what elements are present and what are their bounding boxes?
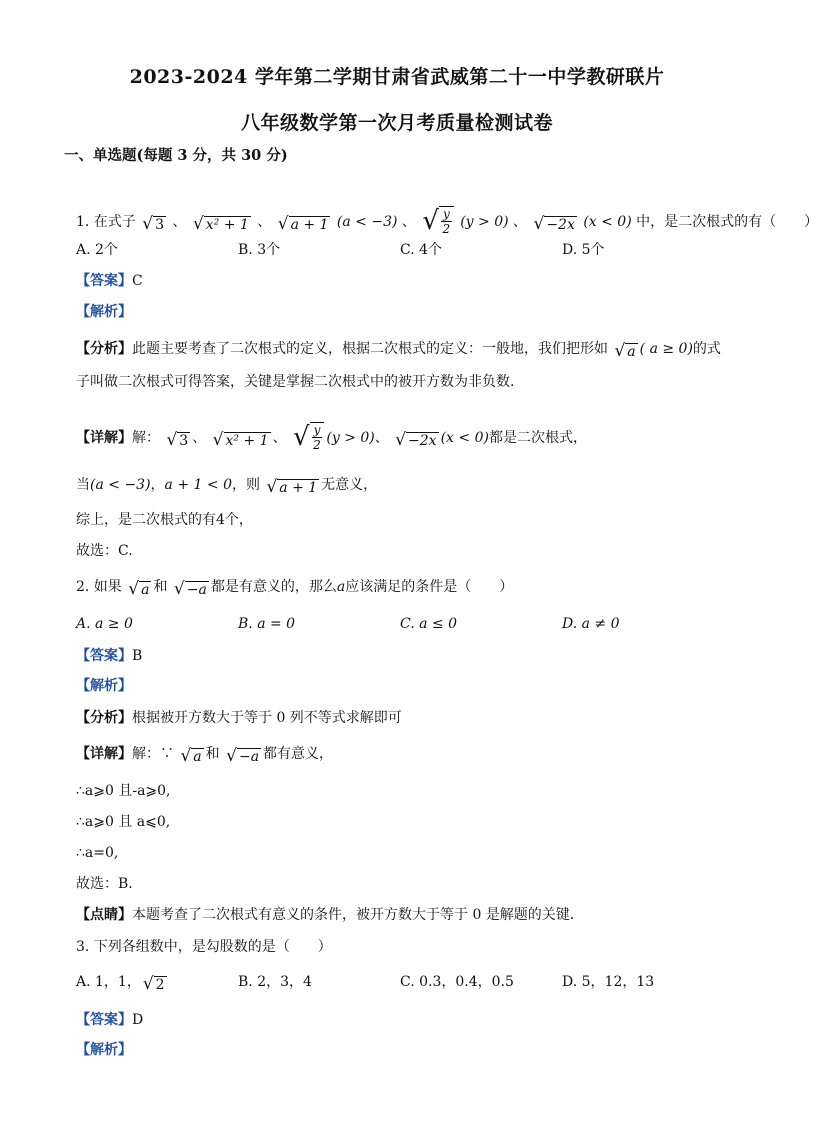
- radical-neg2x: √ −2x: [533, 214, 575, 234]
- radical-neg2x: √ −2x: [395, 430, 437, 450]
- q1-answer: 【答案】C: [76, 273, 143, 289]
- q1-option-d: D. 5个: [562, 242, 605, 258]
- q1-prefix: 1. 在式子: [76, 214, 136, 230]
- q2-analysis-label: 【解析】: [76, 678, 132, 694]
- question-2-stem: 2. 如果 √ a 和 √ −a 都是有意义的，那么a应该满足的条件是（ ）: [76, 579, 514, 599]
- q1-detail: 【详解】解： √ 3 、 √ x² + 1 、 √ $\frac{y}{2}$ (y > 0)、 √ −2x (x < 0)都是二次根式，: [76, 422, 587, 452]
- q1-suffix: 中，是二次根式的有（ ）: [636, 214, 818, 230]
- q3-answer: 【答案】D: [76, 1012, 144, 1028]
- q2-answer: 【答案】B: [76, 648, 143, 664]
- q3-option-d: D. 5，12，13: [562, 974, 655, 990]
- radical-a: √ a: [128, 579, 150, 599]
- radical-a1: √ a + 1: [277, 214, 329, 234]
- exam-title-line2: 八年级数学第一次月考质量检测试卷: [240, 112, 553, 134]
- section-heading: 一、单选题(每题 3 分，共 30 分): [64, 147, 288, 164]
- radical-sqrt3: √ 3: [166, 430, 189, 450]
- q1-when-line: 当(a < −3)，a + 1 < 0，则 √ a + 1 无意义，: [76, 477, 378, 497]
- q1-sep: 、: [401, 214, 416, 230]
- q1-cond-x: (x < 0): [583, 214, 632, 230]
- q2-fenxi: 【分析】根据被开方数大于等于 0 列不等式求解即可: [76, 710, 402, 726]
- q1-cond-y: (y > 0): [460, 214, 509, 230]
- q3-option-a: A. 1，1， √ 2: [76, 974, 165, 994]
- radical-neg-a: √ −a: [226, 746, 260, 766]
- q2-option-b: B. a = 0: [238, 616, 296, 632]
- radical-x2: √ x² + 1: [192, 214, 249, 234]
- radical-a: √ a: [180, 746, 202, 766]
- q1-sep: 、: [513, 214, 528, 230]
- q1-option-b: B. 3个: [238, 242, 281, 258]
- q2-option-a: A. a ≥ 0: [76, 616, 133, 632]
- q2-step3: ∴a=0,: [76, 845, 119, 861]
- q2-option-d: D. a ≠ 0: [562, 616, 620, 632]
- radical-frac-y2: √ $\frac{y}{2}$: [422, 206, 453, 236]
- q1-option-c: C. 4个: [400, 242, 443, 258]
- radical-a: √ a: [614, 341, 636, 361]
- radical-sqrt2: √ 2: [142, 974, 165, 994]
- q1-option-a: A. 2个: [76, 242, 118, 258]
- radical-a1: √ a + 1: [266, 477, 318, 497]
- radical-sqrt3: √ 3: [142, 214, 165, 234]
- radical-x2: √ x² + 1: [212, 430, 269, 450]
- q1-cond-a1: (a < −3): [336, 214, 398, 230]
- q1-fenxi: 【分析】此题主要考查了二次根式的定义，根据二次根式的定义：一般地，我们把形如 √ a ( a ≥ 0)的式: [76, 341, 721, 361]
- q2-option-c: C. a ≤ 0: [400, 616, 457, 632]
- q2-step1: ∴a⩾0 且-a⩾0,: [76, 783, 171, 799]
- q3-option-c: C. 0.3，0.4，0.5: [400, 974, 514, 990]
- exam-title-line1: 2023-2024 学年第二学期甘肃省武威第二十一中学教研联片: [129, 66, 665, 88]
- q1-analysis-label: 【解析】: [76, 304, 132, 320]
- question-1-stem: [76, 206, 818, 236]
- q1-sep: 、: [172, 214, 187, 230]
- radical-neg-a: √ −a: [173, 579, 207, 599]
- q3-analysis-label: 【解析】: [76, 1042, 132, 1058]
- q2-choose: 故选：B.: [76, 876, 133, 892]
- q1-summary: 综上，是二次根式的有4个，: [76, 512, 253, 528]
- q1-choose: 故选：C.: [76, 543, 133, 559]
- question-3-stem: 3. 下列各组数中，是勾股数的是（ ）: [76, 939, 332, 955]
- q2-step2: ∴a⩾0 且 a⩽0,: [76, 814, 171, 830]
- q2-detail: 【详解】解：∵ √ a 和 √ −a 都有意义，: [76, 746, 334, 766]
- q2-dianjing: 【点睛】本题考查了二次根式有意义的条件，被开方数大于等于 0 是解题的关键.: [76, 907, 575, 923]
- q1-fenxi-line2: 子叫做二次根式可得答案，关键是掌握二次根式中的被开方数为非负数.: [76, 374, 515, 390]
- radical-frac-y2: √ $\frac{y}{2}$: [293, 422, 324, 452]
- q3-option-b: B. 2，3，4: [238, 974, 312, 990]
- q1-sep: 、: [257, 214, 272, 230]
